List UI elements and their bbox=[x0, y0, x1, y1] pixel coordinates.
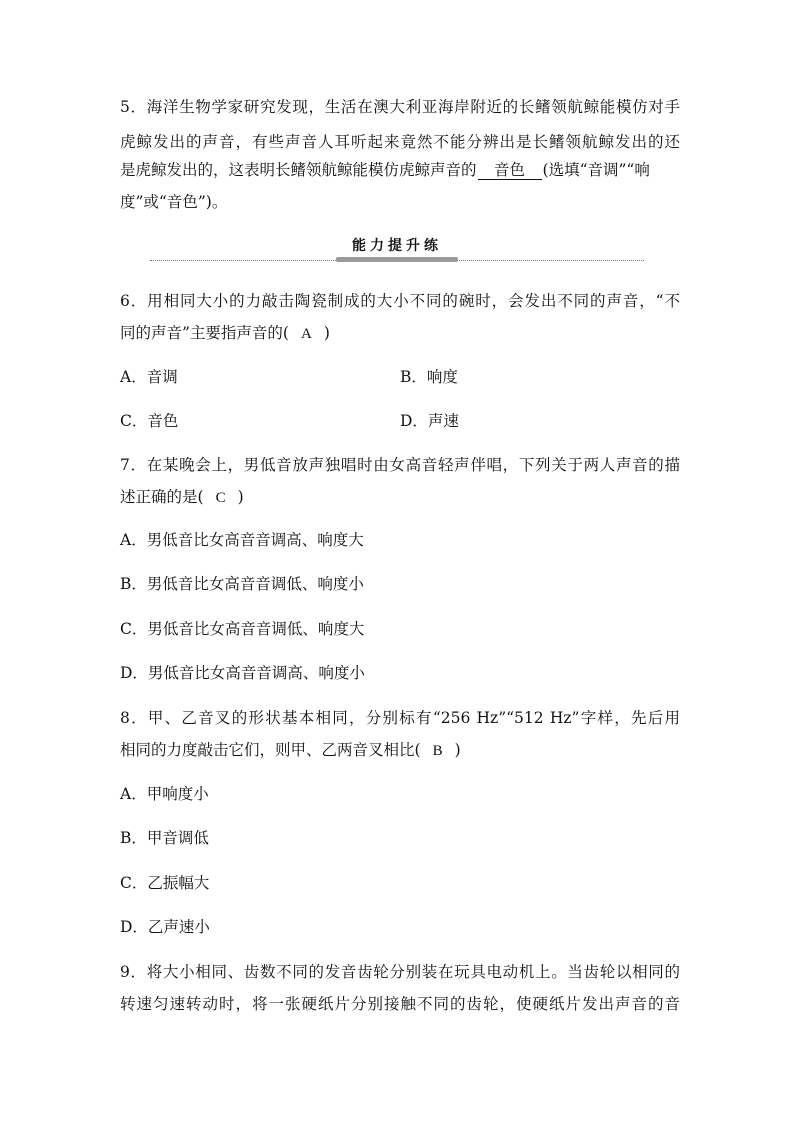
q6-option-b: B．响度 bbox=[400, 368, 458, 386]
q9-line-2: 转速匀速转动时，将一张硬纸片分别接触不同的齿轮，使硬纸片发出声音的音 bbox=[120, 995, 680, 1013]
q5-line-3-text: 是虎鲸发出的，这表明长鳍领航鲸能模仿虎鲸声音的 bbox=[120, 161, 477, 179]
q8-line-1: 8．甲、乙音叉的形状基本相同，分别标有“256 Hz”“512 Hz”字样，先后用 bbox=[120, 709, 680, 727]
q6-answer: A bbox=[300, 326, 312, 342]
q8-option-c: C．乙振幅大 bbox=[120, 874, 210, 892]
q5-line-3 bbox=[120, 160, 680, 180]
q6-line-1: 6．用相同大小的力敲击陶瓷制成的大小不同的碗时，会发出不同的声音，“不 bbox=[120, 292, 680, 310]
q6-stem-tail: 同的声音”主要指声音的( bbox=[120, 324, 289, 342]
q8-answer: B bbox=[432, 743, 443, 759]
q9-line-1: 9．将大小相同、齿数不同的发音齿轮分别装在玩具电动机上。当齿轮以相同的 bbox=[120, 963, 680, 981]
q5-line-4: 度”或“音色”)。 bbox=[120, 193, 228, 211]
q8-option-b: B．甲音调低 bbox=[120, 829, 209, 847]
q8-stem-tail: 相同的力度敲击它们，则甲、乙两音叉相比( bbox=[120, 741, 421, 759]
q7-option-d: D．男低音比女高音音调高、响度小 bbox=[120, 664, 365, 682]
q8-line-2 bbox=[120, 740, 680, 761]
q5-line-2: 虎鲸发出的声音，有些声音人耳听起来竟然不能分辨出是长鳍领航鲸发出的还 bbox=[120, 133, 680, 151]
q8-close-paren: ) bbox=[454, 741, 461, 759]
q6-option-c: C．音色 bbox=[120, 412, 179, 430]
q6-option-d: D．声速 bbox=[400, 412, 459, 430]
q7-option-b: B．男低音比女高音音调低、响度小 bbox=[120, 575, 364, 593]
q8-option-a: A．甲响度小 bbox=[120, 785, 209, 803]
q7-line-1: 7．在某晚会上，男低音放声独唱时由女高音轻声伴唱，下列关于两人声音的描 bbox=[120, 456, 680, 474]
section-title-bar bbox=[336, 257, 458, 262]
section-title: 能力提升练 bbox=[352, 238, 442, 254]
section-header bbox=[150, 236, 644, 266]
q8-option-d: D．乙声速小 bbox=[120, 918, 210, 936]
q5-answer-blank: 音色 bbox=[478, 161, 542, 180]
q6-line-2 bbox=[120, 323, 680, 344]
q6-close-paren: ) bbox=[323, 324, 330, 342]
q7-close-paren: ) bbox=[237, 488, 244, 506]
q5-line-3-tail: (选填“音调”“响 bbox=[542, 161, 650, 179]
q6-option-a: A．音调 bbox=[120, 368, 178, 386]
q7-line-2 bbox=[120, 487, 680, 508]
q7-option-c: C．男低音比女高音音调低、响度大 bbox=[120, 620, 365, 638]
q7-answer: C bbox=[215, 490, 226, 506]
q5-line-1: 5．海洋生物学家研究发现，生活在澳大利亚海岸附近的长鳍领航鲸能模仿对手 bbox=[120, 98, 680, 116]
q7-option-a: A．男低音比女高音音调高、响度大 bbox=[120, 531, 364, 549]
q7-stem-tail: 述正确的是( bbox=[120, 488, 204, 506]
